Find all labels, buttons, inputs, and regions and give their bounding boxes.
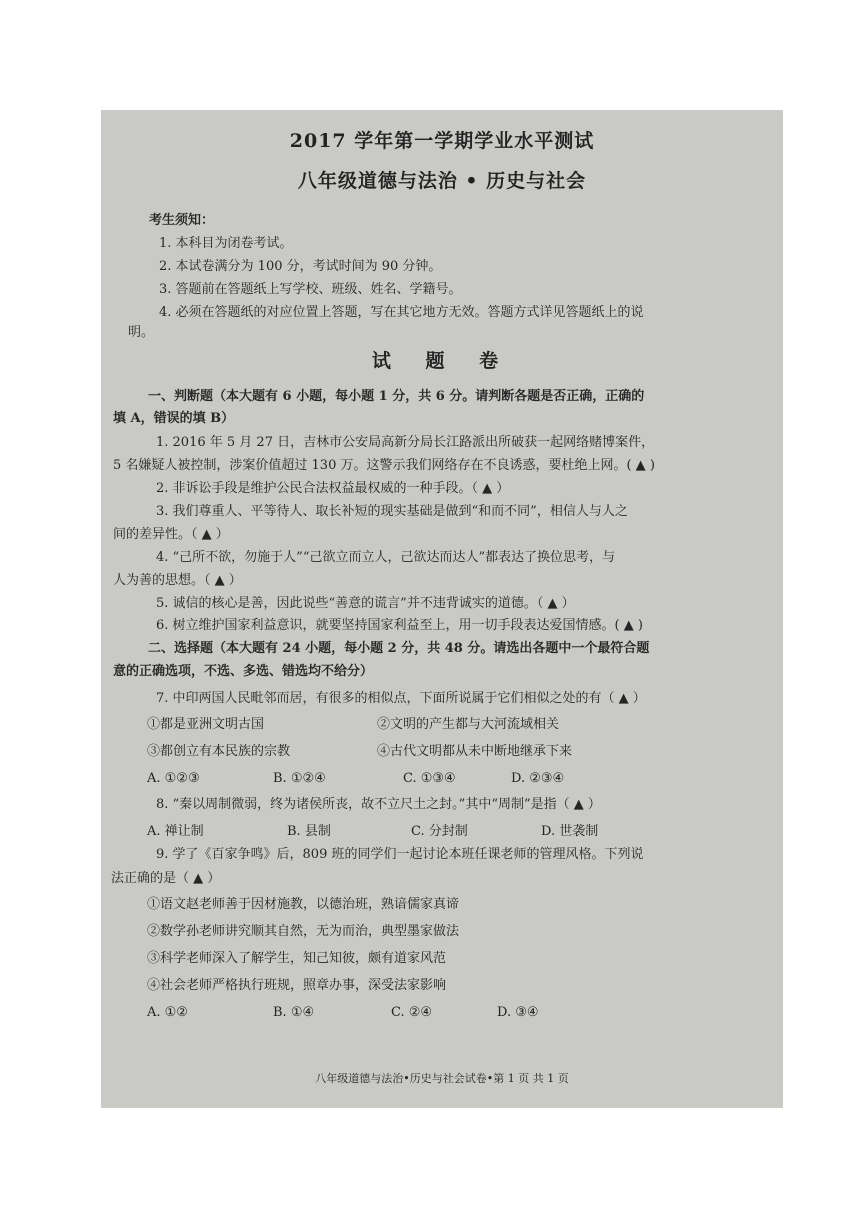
question-8-option: A. 禅让制	[147, 824, 204, 839]
part1-heading: 一、判断题（本大题有 6 小题，每小题 1 分，共 6 分。请判断各题是否正确，正确的	[148, 389, 645, 404]
section-title: 试 题 卷	[371, 350, 513, 372]
question-9-item: ②数学孙老师讲究顺其自然，无为而治，典型墨家做法	[147, 924, 460, 939]
question-8-option: C. 分封制	[411, 824, 468, 839]
question-9-option: C. ②④	[391, 1005, 433, 1020]
question-3-continuation: 间的差异性。（ ▲ ）	[113, 527, 229, 542]
question-7-item: ①都是亚洲文明古国	[147, 717, 265, 732]
question-4-continuation: 人为善的思想。（ ▲ ）	[113, 573, 242, 588]
question-4: 4. “己所不欲，勿施于人”“己欲立而立人，己欲达而达人”都表达了换位思考，与	[156, 550, 616, 565]
notice-item: 3. 答题前在答题纸上写学校、班级、姓名、学籍号。	[159, 282, 462, 297]
question-9-option: A. ①②	[147, 1005, 188, 1020]
question-9: 9. 学了《百家争鸣》后，809 班的同学们一起讨论本班任课老师的管理风格。下列说	[156, 847, 644, 862]
notice-item: 4. 必须在答题纸的对应位置上答题，写在其它地方无效。答题方式详见答题纸上的说	[159, 305, 644, 320]
notice-item: 1. 本科目为闭卷考试。	[159, 236, 293, 251]
question-9-option: B. ①④	[273, 1005, 315, 1020]
exam-paper	[101, 110, 783, 1108]
exam-subject-title: 八年级道德与法治 • 历史与社会	[297, 170, 587, 192]
question-7-option: B. ①②④	[273, 771, 326, 786]
question-1: 1. 2016 年 5 月 27 日，吉林市公安局高新分局长江路派出所破获一起网络赌博案件，	[156, 435, 655, 450]
question-7-item: ③都创立有本民族的宗教	[147, 744, 291, 759]
question-5: 5. 诚信的核心是善，因此说些“善意的谎言”并不违背诚实的道德。（ ▲ ）	[156, 596, 575, 611]
notice-item-continuation: 明。	[128, 325, 155, 340]
question-7-option: A. ①②③	[147, 771, 200, 786]
question-9-item: ①语文赵老师善于因材施教，以德治班，熟谙儒家真谛	[147, 897, 460, 912]
question-8-option: D. 世袭制	[541, 824, 599, 839]
question-7-item: ②文明的产生都与大河流域相关	[377, 717, 560, 732]
page-footer: 八年级道德与法治•历史与社会试卷•第 1 页 共 1 页	[315, 1072, 569, 1085]
part2-heading-continuation: 意的正确选项，不选、多选、错选均不给分）	[113, 664, 374, 679]
notice-heading: 考生须知：	[149, 213, 215, 228]
question-7: 7. 中印两国人民毗邻而居，有很多的相似点，下面所说属于它们相似之处的有（ ▲ ）	[156, 691, 646, 706]
exam-title: 2017 学年第一学期学业水平测试	[289, 130, 595, 152]
question-7-option: C. ①③④	[403, 771, 456, 786]
question-9-item: ③科学老师深入了解学生，知己知彼，颇有道家风范	[147, 951, 447, 966]
part2-heading: 二、选择题（本大题有 24 小题，每小题 2 分，共 48 分。请选出各题中一个最符合题	[148, 641, 650, 656]
question-8: 8. “秦以周制微弱，终为诸侯所丧，故不立尺土之封。”其中“周制”是指（ ▲ ）	[156, 797, 601, 812]
question-3: 3. 我们尊重人、平等待人、取长补短的现实基础是做到“和而不同”，相信人与人之	[156, 504, 628, 519]
question-2: 2. 非诉讼手段是维护公民合法权益最权威的一种手段。（ ▲ ）	[156, 481, 510, 496]
question-7-option: D. ②③④	[511, 771, 565, 786]
question-9-item: ④社会老师严格执行班规，照章办事，深受法家影响	[147, 978, 447, 993]
part1-heading-continuation: 填 A，错误的填 B）	[113, 411, 235, 426]
question-7-item: ④古代文明都从未中断地继承下来	[377, 744, 573, 759]
question-6: 6. 树立维护国家利益意识，就要坚持国家利益至上，用一切手段表达爱国情感。( ▲ )	[156, 618, 643, 633]
question-9-continuation: 法正确的是（ ▲ ）	[111, 871, 221, 886]
question-9-option: D. ③④	[497, 1005, 539, 1020]
question-1-continuation: 5 名嫌疑人被控制，涉案价值超过 130 万。这警示我们网络存在不良诱惑，要杜绝上网。( ▲ )	[113, 458, 655, 473]
notice-item: 2. 本试卷满分为 100 分，考试时间为 90 分钟。	[159, 259, 442, 274]
question-8-option: B. 县制	[287, 824, 331, 839]
